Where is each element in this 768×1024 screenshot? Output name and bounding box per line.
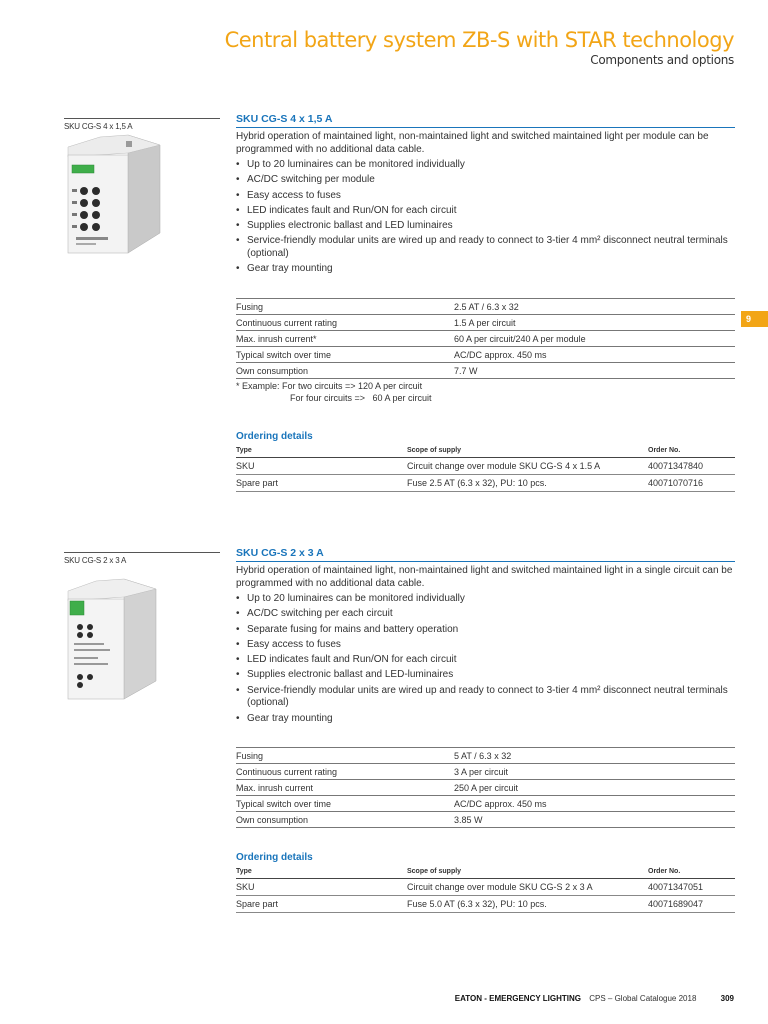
cell-scope: Fuse 5.0 AT (6.3 x 32), PU: 10 pcs. (407, 896, 648, 913)
feature-item: • Easy access to fuses (236, 639, 735, 652)
spec-row (236, 299, 735, 315)
spec-label: Typical switch over time (236, 347, 454, 363)
feature-item: • Service-friendly modular units are wired up and ready to connect to 3-tier 4 mm² disconnect neutral terminals (optional) (236, 685, 735, 710)
ordering-header (236, 866, 735, 879)
feature-item: • AC/DC switching per each circuit (236, 608, 735, 621)
page-title: Central battery system ZB-S with STAR technology (224, 28, 734, 52)
cell-order: 40071347840 (648, 458, 735, 475)
feature-item: • Supplies electronic ballast and LED luminaires (236, 220, 735, 233)
spec-label: Fusing (236, 748, 454, 764)
col-order: Order No. (648, 866, 735, 879)
cell-order: 40071347051 (648, 879, 735, 896)
feature-list (236, 593, 735, 728)
product-image-caption: SKU CG-S 4 x 1,5 A (64, 118, 220, 131)
footer-catalogue: CPS – Global Catalogue 2018 (589, 994, 697, 1003)
feature-item: • Service-friendly modular units are wired up and ready to connect to 3-tier 4 mm² disconnect neutral terminals (optional) (236, 235, 735, 260)
feature-item: • LED indicates fault and Run/ON for each circuit (236, 205, 735, 218)
spec-value: 2.5 AT / 6.3 x 32 (454, 299, 735, 315)
col-scope: Scope of supply (407, 866, 648, 879)
spec-value: 60 A per circuit/240 A per module (454, 331, 735, 347)
feature-item: • Separate fusing for mains and battery operation (236, 624, 735, 637)
spec-label: Max. inrush current (236, 780, 454, 796)
cell-scope: Fuse 2.5 AT (6.3 x 32), PU: 10 pcs. (407, 475, 648, 492)
spec-label: Continuous current rating (236, 315, 454, 331)
chapter-tab: 9 (741, 311, 768, 327)
feature-item: • LED indicates fault and Run/ON for each circuit (236, 654, 735, 667)
ordering-table (236, 445, 735, 492)
table-row (236, 896, 735, 913)
spec-row (236, 764, 735, 780)
section-description: Hybrid operation of maintained light, non-maintained light and switched maintained light in a single circuit can be programmed with no additional data cable. (236, 565, 733, 589)
spec-row (236, 347, 735, 363)
section-title: SKU CG-S 2 x 3 A (236, 547, 735, 562)
feature-item: • Gear tray mounting (236, 713, 735, 726)
cell-type: Spare part (236, 896, 407, 913)
spec-row (236, 796, 735, 812)
spec-value: 3 A per circuit (454, 764, 735, 780)
spec-label: Own consumption (236, 812, 454, 828)
spec-table (236, 747, 735, 828)
footnote-line: For four circuits => 60 A per circuit (290, 393, 432, 403)
cell-scope: Circuit change over module SKU CG-S 4 x 1.5 A (407, 458, 648, 475)
page-subtitle: Components and options (590, 53, 734, 67)
page-number: 309 (720, 994, 734, 1003)
spec-row (236, 315, 735, 331)
feature-item: • Gear tray mounting (236, 263, 735, 276)
footer-brand: EATON - EMERGENCY LIGHTING (454, 994, 581, 1003)
col-scope: Scope of supply (407, 445, 648, 458)
table-row (236, 879, 735, 896)
spec-value: 5 AT / 6.3 x 32 (454, 748, 735, 764)
spec-row (236, 780, 735, 796)
spec-row (236, 363, 735, 379)
feature-item: • Up to 20 luminaires can be monitored individually (236, 159, 735, 172)
spec-table (236, 298, 735, 379)
spec-label: Fusing (236, 299, 454, 315)
feature-list (236, 159, 735, 279)
feature-item: • Easy access to fuses (236, 190, 735, 203)
module-4x15-product-image (66, 133, 162, 255)
col-type: Type (236, 866, 407, 879)
cell-type: SKU (236, 879, 407, 896)
section-description: Hybrid operation of maintained light, non-maintained light and switched maintained light per module can be programmed with no additional data cable. (236, 131, 709, 155)
footnote-line: * Example: For two circuits => 120 A per circuit (236, 381, 423, 391)
feature-item: • AC/DC switching per module (236, 174, 735, 187)
feature-item: • Up to 20 luminaires can be monitored individually (236, 593, 735, 606)
spec-value: 1.5 A per circuit (454, 315, 735, 331)
table-row (236, 458, 735, 475)
product-image-caption: SKU CG-S 2 x 3 A (64, 552, 220, 565)
spec-value: AC/DC approx. 450 ms (454, 796, 735, 812)
cell-order: 40071689047 (648, 896, 735, 913)
spec-row (236, 748, 735, 764)
cell-type: Spare part (236, 475, 407, 492)
spec-value: AC/DC approx. 450 ms (454, 347, 735, 363)
ordering-header (236, 445, 735, 458)
page-footer (455, 994, 734, 1003)
module-2x3-product-image (66, 577, 162, 701)
spec-label: Own consumption (236, 363, 454, 379)
feature-item: • Supplies electronic ballast and LED-luminaires (236, 669, 735, 682)
ordering-title: Ordering details (236, 431, 313, 442)
ordering-title: Ordering details (236, 852, 313, 863)
col-order: Order No. (648, 445, 735, 458)
col-type: Type (236, 445, 407, 458)
spec-row (236, 331, 735, 347)
spec-label: Typical switch over time (236, 796, 454, 812)
spec-label: Max. inrush current* (236, 331, 454, 347)
spec-value: 7.7 W (454, 363, 735, 379)
section-title: SKU CG-S 4 x 1,5 A (236, 113, 735, 128)
spec-value: 3.85 W (454, 812, 735, 828)
cell-order: 40071070716 (648, 475, 735, 492)
table-row (236, 475, 735, 492)
spec-label: Continuous current rating (236, 764, 454, 780)
spec-row (236, 812, 735, 828)
spec-value: 250 A per circuit (454, 780, 735, 796)
cell-type: SKU (236, 458, 407, 475)
cell-scope: Circuit change over module SKU CG-S 2 x 3 A (407, 879, 648, 896)
ordering-table (236, 866, 735, 913)
